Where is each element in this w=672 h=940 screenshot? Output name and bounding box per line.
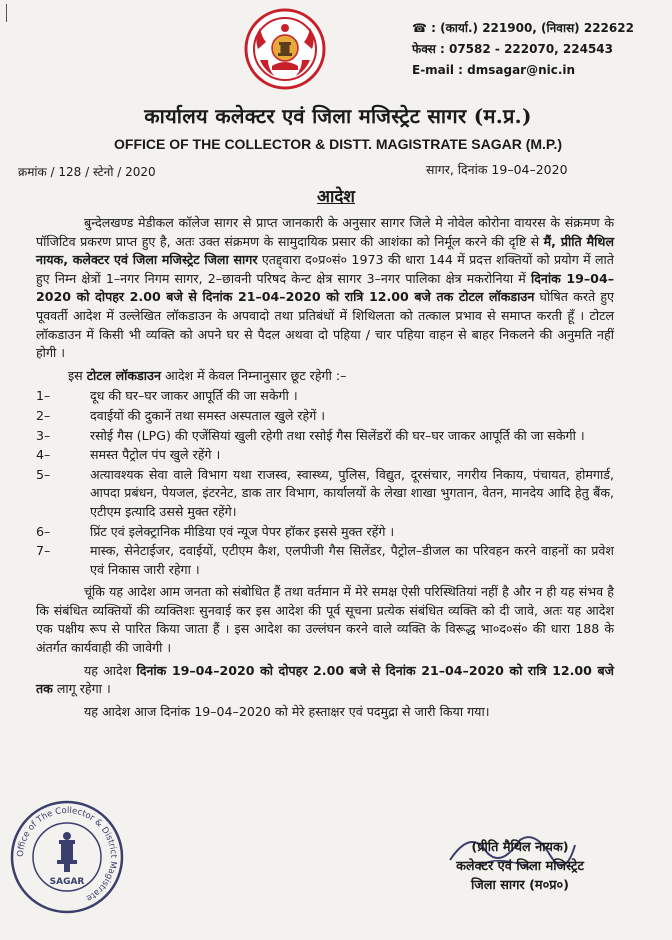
intro-c: आदेश में केवल निम्नानुसार छूट रहेगी :– bbox=[160, 367, 347, 383]
p1-text-b: मैं, प्रीति मैथिल नायक, कलेक्टर एवं जिला मजिस्ट्रेट जिला सागर bbox=[36, 233, 614, 268]
item-text: समस्त पैट्रोल पंप खुले रहेंगे । bbox=[90, 447, 221, 463]
p1-text-a: बुन्देलखण्ड मेडीकल कॉलेज सागर से प्राप्त जानकारी के अनुसार सागर जिले मे नोवेल कोरोना वायरस के संक्रमण के पॉजिटिव प्रकरण प्राप्त हुए है, अतः उक्त संक्रमण के सामुदायिक प्रसार की आशंका को निर्मूल करने की दृष्टि से bbox=[36, 215, 614, 249]
item-number: 6– bbox=[36, 523, 51, 539]
phone-line: ☎ : (कार्या.) 221900, (निवास) 222622 bbox=[412, 21, 634, 35]
signature-block bbox=[410, 838, 630, 895]
list-item bbox=[36, 407, 614, 426]
email-line: E-mail : dmsagar@nic.in bbox=[412, 63, 576, 77]
p1-text-e: घोषित करते हुए पूववर्ती आदेश में उल्लेखित लॉकडाउन के अपवादो तथा प्रतिबंधों में शिथिलता को तत्काल प्रभाव से समाप्त करती हूँ । टोटल लॉकडाउन में किसी भी व्यक्ति को अपने घर से पैदल अथवा दो पहिया / चार पहिया वाहन से बाहर निकलने की अनुमति नहीं होगी । bbox=[36, 289, 614, 361]
official-seal-icon bbox=[8, 798, 126, 916]
exemptions-intro bbox=[36, 367, 614, 386]
list-item bbox=[36, 427, 614, 446]
list-item bbox=[36, 542, 614, 579]
order-body bbox=[36, 214, 614, 723]
contact-block bbox=[412, 18, 668, 81]
list-item bbox=[36, 466, 614, 522]
signatory-designation: कलेक्टर एवं जिला मजिस्ट्रेट bbox=[456, 859, 584, 874]
item-number: 2– bbox=[36, 407, 51, 423]
seal-ring-text: Office of The Collector & District Magistrate bbox=[15, 805, 119, 904]
item-number: 4– bbox=[36, 447, 51, 463]
paragraph-4: यह आदेश आज दिनांक 19–04–2020 को मेरे हस्ताक्षर एवं पदमुद्रा से जारी किया गया। bbox=[84, 703, 490, 719]
reference-number: क्रमांक / 128 / स्टेनो / 2020 bbox=[18, 165, 156, 179]
office-title-english: OFFICE OF THE COLLECTOR & DISTT. MAGISTRATE SAGAR (M.P.) bbox=[114, 136, 562, 152]
exemptions-list bbox=[36, 387, 614, 579]
signatory-name: (प्रीति मैथिल नायक) bbox=[471, 840, 569, 855]
paragraph-1 bbox=[36, 214, 614, 363]
item-text: दूध की घर–घर जाकर आपूर्ति की जा सकेगी । bbox=[90, 388, 298, 404]
p1-text-d: दिनांक 19–04–2020 को दोपहर 2.00 बजे से दिनांक 21–04–2020 को रात्रि 12.00 बजे तक टोटल लॉकडाउन bbox=[36, 270, 614, 305]
item-text: रसोई गैस (LPG) की एजेंसियां खुली रहेगी तथा रसोई गैस सिलेंडरों की घर–घर जाकर आपूर्ति की जा सकेगी । bbox=[90, 427, 585, 443]
p1-text-c: एतद्द्वारा द०प्र०सं० 1973 की धारा 144 में प्रदत्त शक्तियों को प्रयोग में लाते हुए निम्न क्षेत्रों 1–नगर निगम सागर, 2–छावनी परिषद केन्ट क्षेत्र सागर 3–नगर पालिका क्षेत्र मकरोनिया में bbox=[36, 252, 614, 286]
order-heading-text: आदेश bbox=[317, 187, 355, 207]
list-item bbox=[36, 387, 614, 406]
page-edge-mark bbox=[6, 4, 7, 22]
item-number: 7– bbox=[36, 543, 51, 559]
paragraph-3 bbox=[36, 662, 614, 699]
list-item bbox=[36, 523, 614, 542]
mp-government-emblem-icon bbox=[244, 8, 326, 90]
item-text: मास्क, सेनेटाईजर, दवाईयों, एटीएम कैश, एलपीजी गैस सिलेंडर, पैट्रोल–डीजल का परिवहन करने वाहनों का प्रवेश एवं निकास जारी रहेगा । bbox=[90, 543, 614, 577]
item-text: अत्यावश्यक सेवा वाले विभाग यथा राजस्व, स्वास्थ्य, पुलिस, विद्युत, दूरसंचार, नगरीय निकाय, पंचायत, होमगार्ड, आपदा प्रबंधन, पेयजल, इंटरनेट, डाक तार विभाग, कार्यालयों के लेखा शाखा भुगतान, वेतन, मानदेय आदि हेतु बैंक, एटीएम इत्यादि उससे मुक्त रहेंगे। bbox=[90, 466, 614, 519]
signatory-district: जिला सागर (म०प्र०) bbox=[470, 878, 570, 893]
item-number: 5– bbox=[36, 466, 51, 482]
intro-a: इस bbox=[68, 367, 87, 383]
order-heading bbox=[0, 184, 672, 207]
p3-text-c: लागू रहेगा । bbox=[52, 681, 111, 697]
p3-text-b: दिनांक 19–04–2020 को दोपहर 2.00 बजे से दिनांक 21–04–2020 को रात्रि 12.00 बजे तक bbox=[36, 662, 614, 697]
fax-line: फेक्स : 07582 - 222070, 224543 bbox=[412, 42, 614, 56]
list-item bbox=[36, 446, 614, 465]
seal-bottom-text: SAGAR bbox=[49, 877, 85, 887]
place-date: सागर, दिनांक 19–04–2020 bbox=[426, 162, 568, 177]
item-text: प्रिंट एवं इलेक्ट्रानिक मीडिया एवं न्यूज पेपर हॉकर इससे मुक्त रहेंगे । bbox=[90, 523, 395, 539]
office-title-hindi: कार्यालय कलेक्टर एवं जिला मजिस्ट्रेट सागर (म.प्र.) bbox=[144, 104, 532, 128]
item-number: 1– bbox=[36, 388, 51, 404]
paragraph-2: चूंकि यह आदेश आम जनता को संबोधित हैं तथा वर्तमान में मेरे समक्ष ऐसी परिस्थितियां नहीं है और न ही यह संभव है कि संबंधित व्यक्तियों की व्यक्तिशः सुनवाई कर इस आदेश की पूर्व सूचना प्रत्येक संबंधित व्यक्ति को दी जावे, अतः यह आदेश एक पक्षीय रूप से पारित किया जाता हैं । इस आदेश का उल्लंघन करने वाले व्यक्ति के विरूद्ध भा०द०सं० की धारा 188 के अंतर्गत कार्यवाही की जावेगी । bbox=[36, 584, 614, 656]
intro-b: टोटल लॉकडाउन bbox=[86, 367, 161, 383]
item-number: 3– bbox=[36, 427, 51, 443]
p3-text-a: यह आदेश bbox=[84, 662, 137, 678]
item-text: दवाईयों की दुकानें तथा समस्त अस्पताल खुले रहेगें । bbox=[90, 407, 326, 423]
